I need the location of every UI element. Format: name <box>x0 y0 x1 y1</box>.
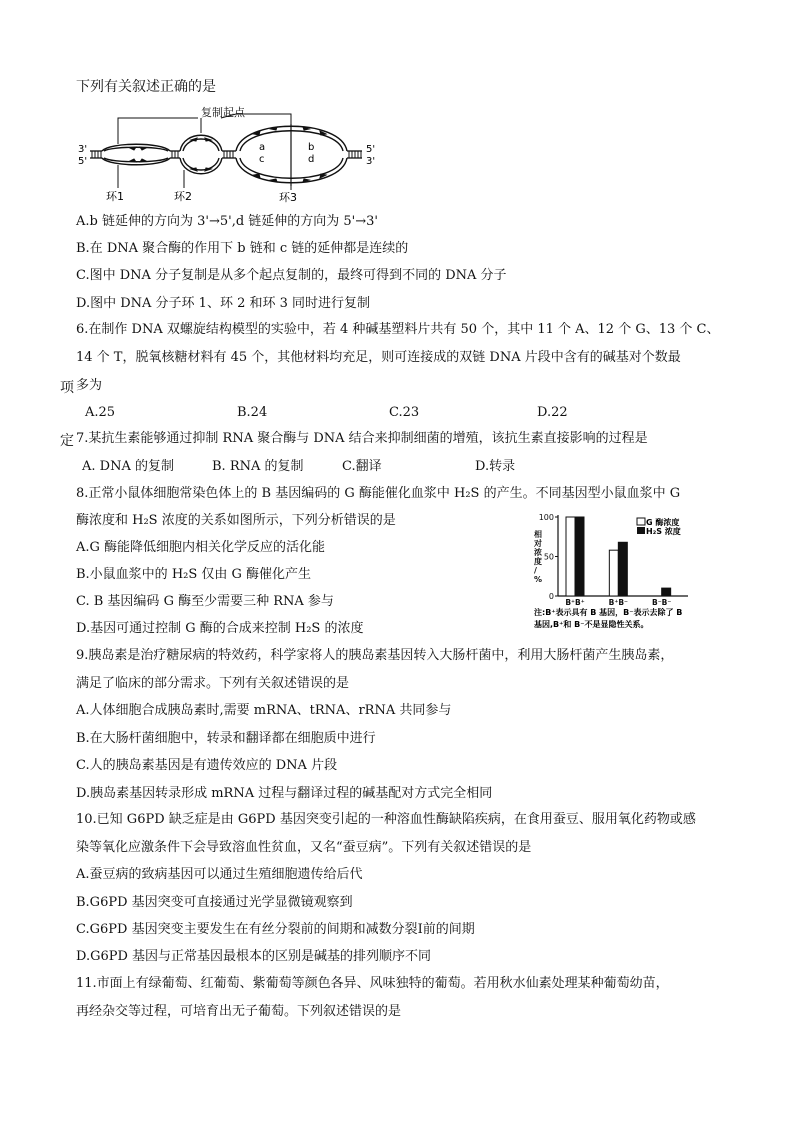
dna-replication-diagram <box>76 104 381 206</box>
q6-stem-line1: 6.在制作 DNA 双螺旋结构模型的实验中，若 4 种碱基塑料片共有 50 个，其中 11 个 A、12 个 G、13 个 C、 <box>76 322 720 337</box>
legend-swatch-h2s <box>637 527 645 534</box>
x-tick-label: B⁺B⁺ <box>565 598 585 607</box>
q10-option-d: D.G6PD 基因与正常基因最根本的区别是碱基的排列顺序不同 <box>76 949 432 964</box>
enzyme-concentration-chart <box>530 507 720 632</box>
ring-2-label: 环2 <box>174 190 192 203</box>
margin-char-1: 项 <box>60 380 74 396</box>
y-tick-label: 50 <box>543 552 554 562</box>
chart-note-line1: 注:B⁺表示具有 B 基因，B⁻表示去除了 B <box>534 608 683 617</box>
y-axis-label <box>533 529 542 584</box>
x-tick-label: B⁺B⁻ <box>608 598 629 607</box>
q6-option-a: A.25 <box>85 405 116 420</box>
q9-stem-line2: 满足了临床的部分需求。下列有关叙述错误的是 <box>76 676 350 691</box>
q10-stem-line1: 10.已知 G6PD 缺乏症是由 G6PD 基因突变引起的一种溶血性酶缺陷疾病，在食用蚕豆、服用氧化药物或感 <box>76 812 696 827</box>
strand-c: c <box>259 154 265 165</box>
ring-2-bubble <box>180 135 222 174</box>
y-axis-label-char: 度 <box>534 557 542 566</box>
strand-d: d <box>308 154 315 165</box>
strand-a: a <box>259 142 266 153</box>
q11-stem-line1: 11.市面上有绿葡萄、红葡萄、紫葡萄等颜色各异、风味独特的葡萄。若用秋水仙素处理某种葡萄幼苗， <box>76 976 669 991</box>
ring-3-label: 环3 <box>279 191 297 204</box>
y-axis-label-char: 浓 <box>534 548 542 557</box>
x-tick-label: B⁻B⁻ <box>651 598 672 607</box>
q8-stem-line1: 8.正常小鼠体细胞常染色体上的 B 基因编码的 G 酶能催化血浆中 H₂S 的产生。不同基因型小鼠血浆中 G <box>76 486 681 501</box>
bar-h2s <box>575 517 584 596</box>
right-end-bottom: 3' <box>366 156 376 167</box>
legend-swatch-g-enzyme <box>637 518 645 525</box>
bar-h2s <box>662 588 671 596</box>
q5-option-c: C.图中 DNA 分子复制是从多个起点复制的，最终可得到不同的 DNA 分子 <box>76 268 507 283</box>
q7-option-a: A. DNA 的复制 <box>82 459 174 474</box>
y-axis-label-char: 相 <box>534 530 542 539</box>
origin-label: 复制起点 <box>201 106 245 119</box>
y-axis-label-char: 对 <box>534 539 542 548</box>
bar-g-enzyme <box>566 517 575 596</box>
y-axis-label-char: % <box>534 575 543 584</box>
q10-option-b: B.G6PD 基因突变可直接通过光学显微镜观察到 <box>76 895 353 910</box>
q7-option-d: D.转录 <box>475 459 516 474</box>
q8-option-d: D.基因可通过控制 G 酶的合成来控制 H₂S 的浓度 <box>76 621 364 636</box>
question-intro: 下列有关叙述正确的是 <box>76 79 216 95</box>
q7-option-c: C.翻译 <box>342 459 382 474</box>
q9-stem-line1: 9.胰岛素是治疗糖尿病的特效药，科学家将人的胰岛素基因转入大肠杆菌中，利用大肠杆菌产生胰岛素， <box>76 648 674 663</box>
legend-label-h2s: H₂S 浓度 <box>646 527 681 536</box>
q7-stem: 7.某抗生素能够通过抑制 RNA 聚合酶与 DNA 结合来抑制细菌的增殖，该抗生素直接影响的过程是 <box>76 431 648 446</box>
q10-stem-line2: 染等氧化应激条件下会导致溶血性贫血，又名“蚕豆病”。下列有关叙述错误的是 <box>76 840 532 855</box>
q11-stem-line2: 再经杂交等过程，可培育出无子葡萄。下列叙述错误的是 <box>76 1004 402 1019</box>
q8-option-c: C. B 基因编码 G 酶至少需要三种 RNA 参与 <box>76 594 334 609</box>
left-end-top: 3' <box>78 144 88 155</box>
strand-b: b <box>308 142 315 153</box>
q6-option-c: C.23 <box>389 405 420 420</box>
q10-option-a: A.蚕豆病的致病基因可以通过生殖细胞遗传给后代 <box>76 867 363 882</box>
q6-stem-line3: 多为 <box>76 378 103 393</box>
right-end-top: 5' <box>366 144 376 155</box>
chart-note-line2: 基因,B⁺和 B⁻不是显隐性关系。 <box>534 620 649 629</box>
y-tick-label: 100 <box>538 513 554 522</box>
bar-h2s <box>618 542 627 596</box>
left-end-bottom: 5' <box>78 156 88 167</box>
q8-stem-line2: 酶浓度和 H₂S 浓度的关系如图所示，下列分析错误的是 <box>76 513 396 528</box>
q5-option-b: B.在 DNA 聚合酶的作用下 b 链和 c 链的延伸都是连续的 <box>76 241 409 256</box>
bar-g-enzyme <box>609 550 618 596</box>
q5-option-a: A.b 链延伸的方向为 3'→5',d 链延伸的方向为 5'→3' <box>76 214 378 229</box>
q9-option-b: B.在大肠杆菌细胞中，转录和翻译都在细胞质中进行 <box>76 731 376 746</box>
q7-option-b: B. RNA 的复制 <box>212 459 304 474</box>
q9-option-a: A.人体细胞合成胰岛素时,需要 mRNA、tRNA、rRNA 共同参与 <box>76 703 452 718</box>
q10-option-c: C.G6PD 基因突变主要发生在有丝分裂前的间期和减数分裂Ⅰ前的间期 <box>76 922 475 937</box>
q9-option-d: D.胰岛素基因转录形成 mRNA 过程与翻译过程的碱基配对方式完全相同 <box>76 786 493 801</box>
q8-option-b: B.小鼠血浆中的 H₂S 仅由 G 酶催化产生 <box>76 567 312 582</box>
y-axis-label-char: / <box>534 566 537 575</box>
legend-label-g-enzyme: G 酶浓度 <box>646 518 680 527</box>
q8-option-a: A.G 酶能降低细胞内相关化学反应的活化能 <box>76 540 326 555</box>
chart-legend <box>637 517 681 536</box>
q9-option-c: C.人的胰岛素基因是有遗传效应的 DNA 片段 <box>76 758 338 773</box>
y-tick-label: 0 <box>548 592 554 601</box>
q6-option-d: D.22 <box>537 405 568 420</box>
replication-arrows <box>130 127 326 182</box>
ring-1-label: 环1 <box>106 190 124 203</box>
q5-option-d: D.图中 DNA 分子环 1、环 2 和环 3 同时进行复制 <box>76 296 371 311</box>
q6-option-b: B.24 <box>237 405 268 420</box>
margin-char-2: 定 <box>60 433 74 449</box>
q6-stem-line2: 14 个 T，脱氧核糖材料有 45 个，其他材料均充足，则可连接成的双链 DNA 片段中含有的碱基对个数最 <box>76 350 681 365</box>
